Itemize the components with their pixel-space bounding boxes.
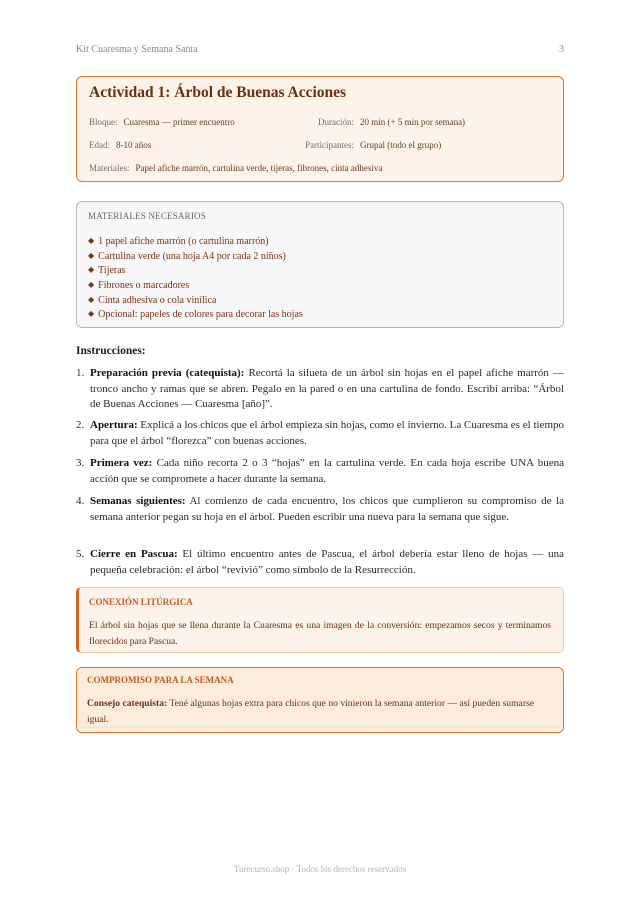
list-item	[88, 234, 303, 249]
step-body	[90, 494, 564, 525]
materials-heading: MATERIALES NECESARIOS	[88, 211, 206, 221]
instruction-step	[76, 366, 564, 413]
step-text: El último encuentro antes de Pascua, el árbol debería estar lleno de hojas — una pequeña celebración: el árbol “revivió” como símbolo de la Resurrección.	[90, 548, 564, 576]
meta-duracion	[318, 117, 465, 127]
list-item-text: Fibrones o marcadores	[98, 280, 190, 292]
meta-participantes	[305, 140, 441, 150]
meta-value: 8-10 años	[116, 140, 152, 150]
diamond-bullet-icon: ◆	[88, 280, 95, 290]
step-lead: Semanas siguientes:	[90, 495, 186, 507]
diamond-bullet-icon: ◆	[88, 294, 95, 304]
step-number: 4.	[76, 495, 85, 507]
activity-title: Actividad 1: Árbol de Buenas Acciones	[89, 84, 347, 101]
instruction-step	[76, 547, 564, 578]
step-lead: Apertura:	[90, 419, 138, 431]
meta-edad	[89, 140, 151, 150]
meta-label: Bloque:	[89, 117, 118, 127]
list-item-text: 1 papel afiche marrón (o cartulina marrón)	[98, 236, 269, 247]
meta-label: Duración:	[318, 117, 354, 127]
instruction-step	[76, 494, 564, 525]
list-item	[88, 278, 303, 293]
tip-text: Tené algunas hojas extra para chicos que no vinieron la semana anterior — así pueden sumarse igual.	[87, 698, 535, 725]
step-number: 5.	[76, 548, 85, 560]
step-body	[90, 547, 564, 578]
diamond-bullet-icon: ◆	[88, 236, 95, 245]
step-number: 2.	[76, 419, 85, 431]
list-item	[88, 293, 303, 308]
list-item-text: Opcional: papeles de colores para decorar las hojas	[98, 309, 303, 321]
liturgy-text: El árbol sin hojas que se llena durante la Cuaresma es una imagen de la conversión: empezamos secos y terminamos florecidos para Pascua.	[89, 620, 551, 647]
list-item-text: Tijeras	[98, 265, 126, 277]
step-text: Explicá a los chicos que el árbol empieza sin hojas, como el invierno. La Cuaresma es el tiempo para que el árbol “florezca” con buenas acciones.	[90, 419, 564, 447]
meta-value: Grupal (todo el grupo)	[360, 140, 442, 150]
meta-value: Cuaresma — primer encuentro	[123, 117, 235, 127]
step-text: Cada niño recorta 2 o 3 “hojas” en la cartulina verde. En cada hoja escribe UNA buena acción que se compromete a hacer durante la semana.	[90, 457, 564, 485]
step-number: 1.	[76, 367, 85, 379]
meta-value: 20 min (+ 5 min por semana)	[360, 117, 466, 127]
list-item	[88, 263, 303, 278]
step-text: Recortá la silueta de un árbol sin hojas en el papel afiche marrón — tronco ancho y ramas que se abren. Pegalo en la pared o en una cartulina de fondo. Escribí arriba: “Árbol de Buenas Acciones — Cuaresma [año]”.	[90, 367, 564, 411]
meta-materiales	[89, 163, 382, 173]
page-footer: Turecurso.shop · Todos los derechos reservados	[233, 864, 407, 874]
list-item-text: Cinta adhesiva o cola vinílica	[98, 294, 217, 306]
diamond-bullet-icon: ◆	[88, 309, 95, 319]
list-item-text: Cartulina verde (una hoja A4 por cada 2 niños)	[98, 250, 286, 262]
document-title: Kit Cuaresma y Semana Santa	[76, 44, 198, 55]
liturgy-heading: CONEXIÓN LITÚRGICA	[89, 597, 193, 607]
materials-list	[88, 234, 303, 322]
instruction-step	[76, 456, 564, 487]
step-body	[90, 366, 564, 413]
meta-label: Edad:	[89, 140, 110, 150]
instruction-step	[76, 418, 564, 449]
step-body	[90, 418, 564, 449]
step-text: Al comienzo de cada encuentro, los chicos que cumplieron su compromiso de la semana anterior pegan su hoja en el árbol. Pueden escribir una nueva para la semana que sigue.	[90, 495, 565, 523]
step-number: 3.	[76, 457, 85, 469]
commitment-heading: COMPROMISO PARA LA SEMANA	[87, 675, 234, 685]
step-lead: Cierre en Pascua:	[90, 548, 178, 560]
list-item	[88, 249, 303, 264]
list-item	[88, 307, 303, 322]
diamond-bullet-icon: ◆	[88, 250, 95, 260]
commitment-callout	[76, 667, 564, 733]
meta-value: Papel afiche marrón, cartulina verde, tijeras, fibrones, cinta adhesiva	[135, 163, 383, 173]
tip-label: Consejo catequista:	[87, 698, 168, 709]
diamond-bullet-icon: ◆	[88, 265, 95, 275]
materials-box	[76, 201, 564, 328]
page-number: 3	[559, 44, 564, 55]
step-body	[90, 456, 564, 487]
step-lead: Primera vez:	[90, 457, 153, 469]
running-header	[76, 44, 564, 58]
meta-label: Materiales:	[89, 163, 130, 173]
meta-bloque	[89, 117, 235, 127]
liturgy-callout	[76, 587, 564, 653]
commitment-text	[87, 696, 551, 727]
meta-label: Participantes:	[305, 140, 354, 150]
step-lead: Preparación previa (catequista):	[90, 367, 245, 379]
instructions-heading: Instrucciones:	[76, 345, 146, 357]
activity-card	[76, 76, 564, 182]
